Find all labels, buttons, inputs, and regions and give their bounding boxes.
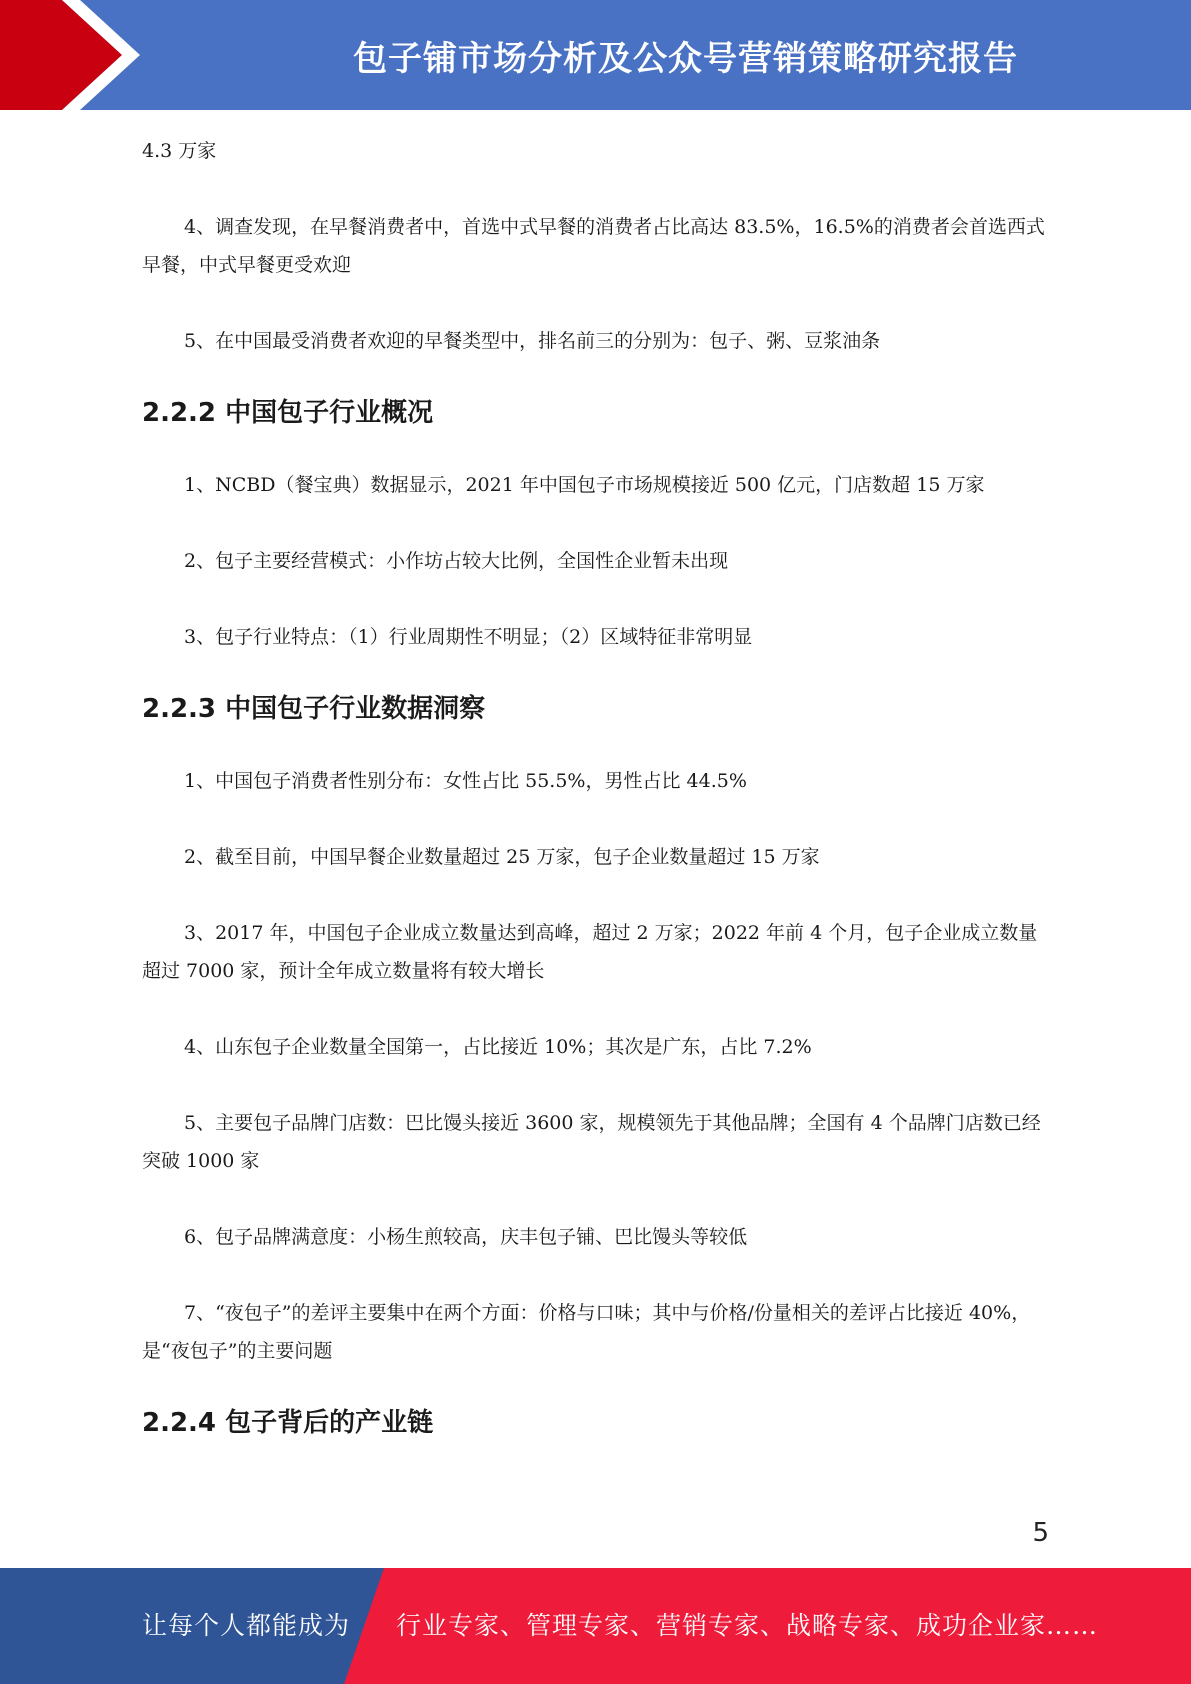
paragraph-223-1: 1、中国包子消费者性别分布：女性占比 55.5%，男性占比 44.5% [184, 770, 747, 792]
footer-banner [0, 1568, 1191, 1684]
paragraph-222-3: 3、包子行业特点：（1）行业周期性不明显；（2）区域特征非常明显 [184, 626, 753, 648]
paragraph-222-2: 2、包子主要经营模式：小作坊占较大比例，全国性企业暂未出现 [184, 550, 729, 572]
paragraph-223-3: 3、2017 年，中国包子企业成立数量达到高峰，超过 2 万家；2022 年前 4 个月，包子企业成立数量超过 7000 家，预计全年成立数量将有较大增长 [142, 922, 1038, 982]
page-number: 5 [1032, 1518, 1049, 1548]
section-heading-2-2-4: 2.2.4 包子背后的产业链 [142, 1408, 434, 1438]
paragraph-223-2: 2、截至目前，中国早餐企业数量超过 25 万家，包子企业数量超过 15 万家 [184, 846, 820, 868]
paragraph-223-6: 6、包子品牌满意度：小杨生煎较高，庆丰包子铺、巴比馒头等较低 [184, 1226, 748, 1248]
footer-slogan-right: 行业专家、管理专家、营销专家、战略专家、成功企业家…… [396, 1611, 1099, 1640]
paragraph-breakfast-5: 5、在中国最受消费者欢迎的早餐类型中，排名前三的分别为：包子、粥、豆浆油条 [184, 330, 881, 352]
paragraph-223-4: 4、山东包子企业数量全国第一，占比接近 10%；其次是广东，占比 7.2% [184, 1036, 812, 1058]
section-heading-2-2-2: 2.2.2 中国包子行业概况 [142, 398, 434, 428]
paragraph-breakfast-4: 4、调查发现，在早餐消费者中，首选中式早餐的消费者占比高达 83.5%，16.5%的消费者会首选西式早餐，中式早餐更受欢迎 [142, 216, 1045, 276]
section-heading-2-2-3: 2.2.3 中国包子行业数据洞察 [142, 694, 486, 724]
paragraph-223-7: 7、“夜包子”的差评主要集中在两个方面：价格与口味；其中与价格/份量相关的差评占比接近 40%，是“夜包子”的主要问题 [142, 1302, 1031, 1362]
page-content [142, 132, 1048, 1442]
paragraph-223-5: 5、主要包子品牌门店数：巴比馒头接近 3600 家，规模领先于其他品牌；全国有 4 个品牌门店数已经突破 1000 家 [142, 1112, 1041, 1172]
report-title: 包子铺市场分析及公众号营销策略研究报告 [353, 38, 1018, 79]
footer-slogan-left: 让每个人都能成为 [142, 1611, 351, 1640]
paragraph-222-1: 1、NCBD（餐宝典）数据显示，2021 年中国包子市场规模接近 500 亿元，门店数超 15 万家 [184, 474, 985, 496]
header-banner [0, 0, 1191, 110]
paragraph-continued: 4.3 万家 [142, 140, 217, 162]
